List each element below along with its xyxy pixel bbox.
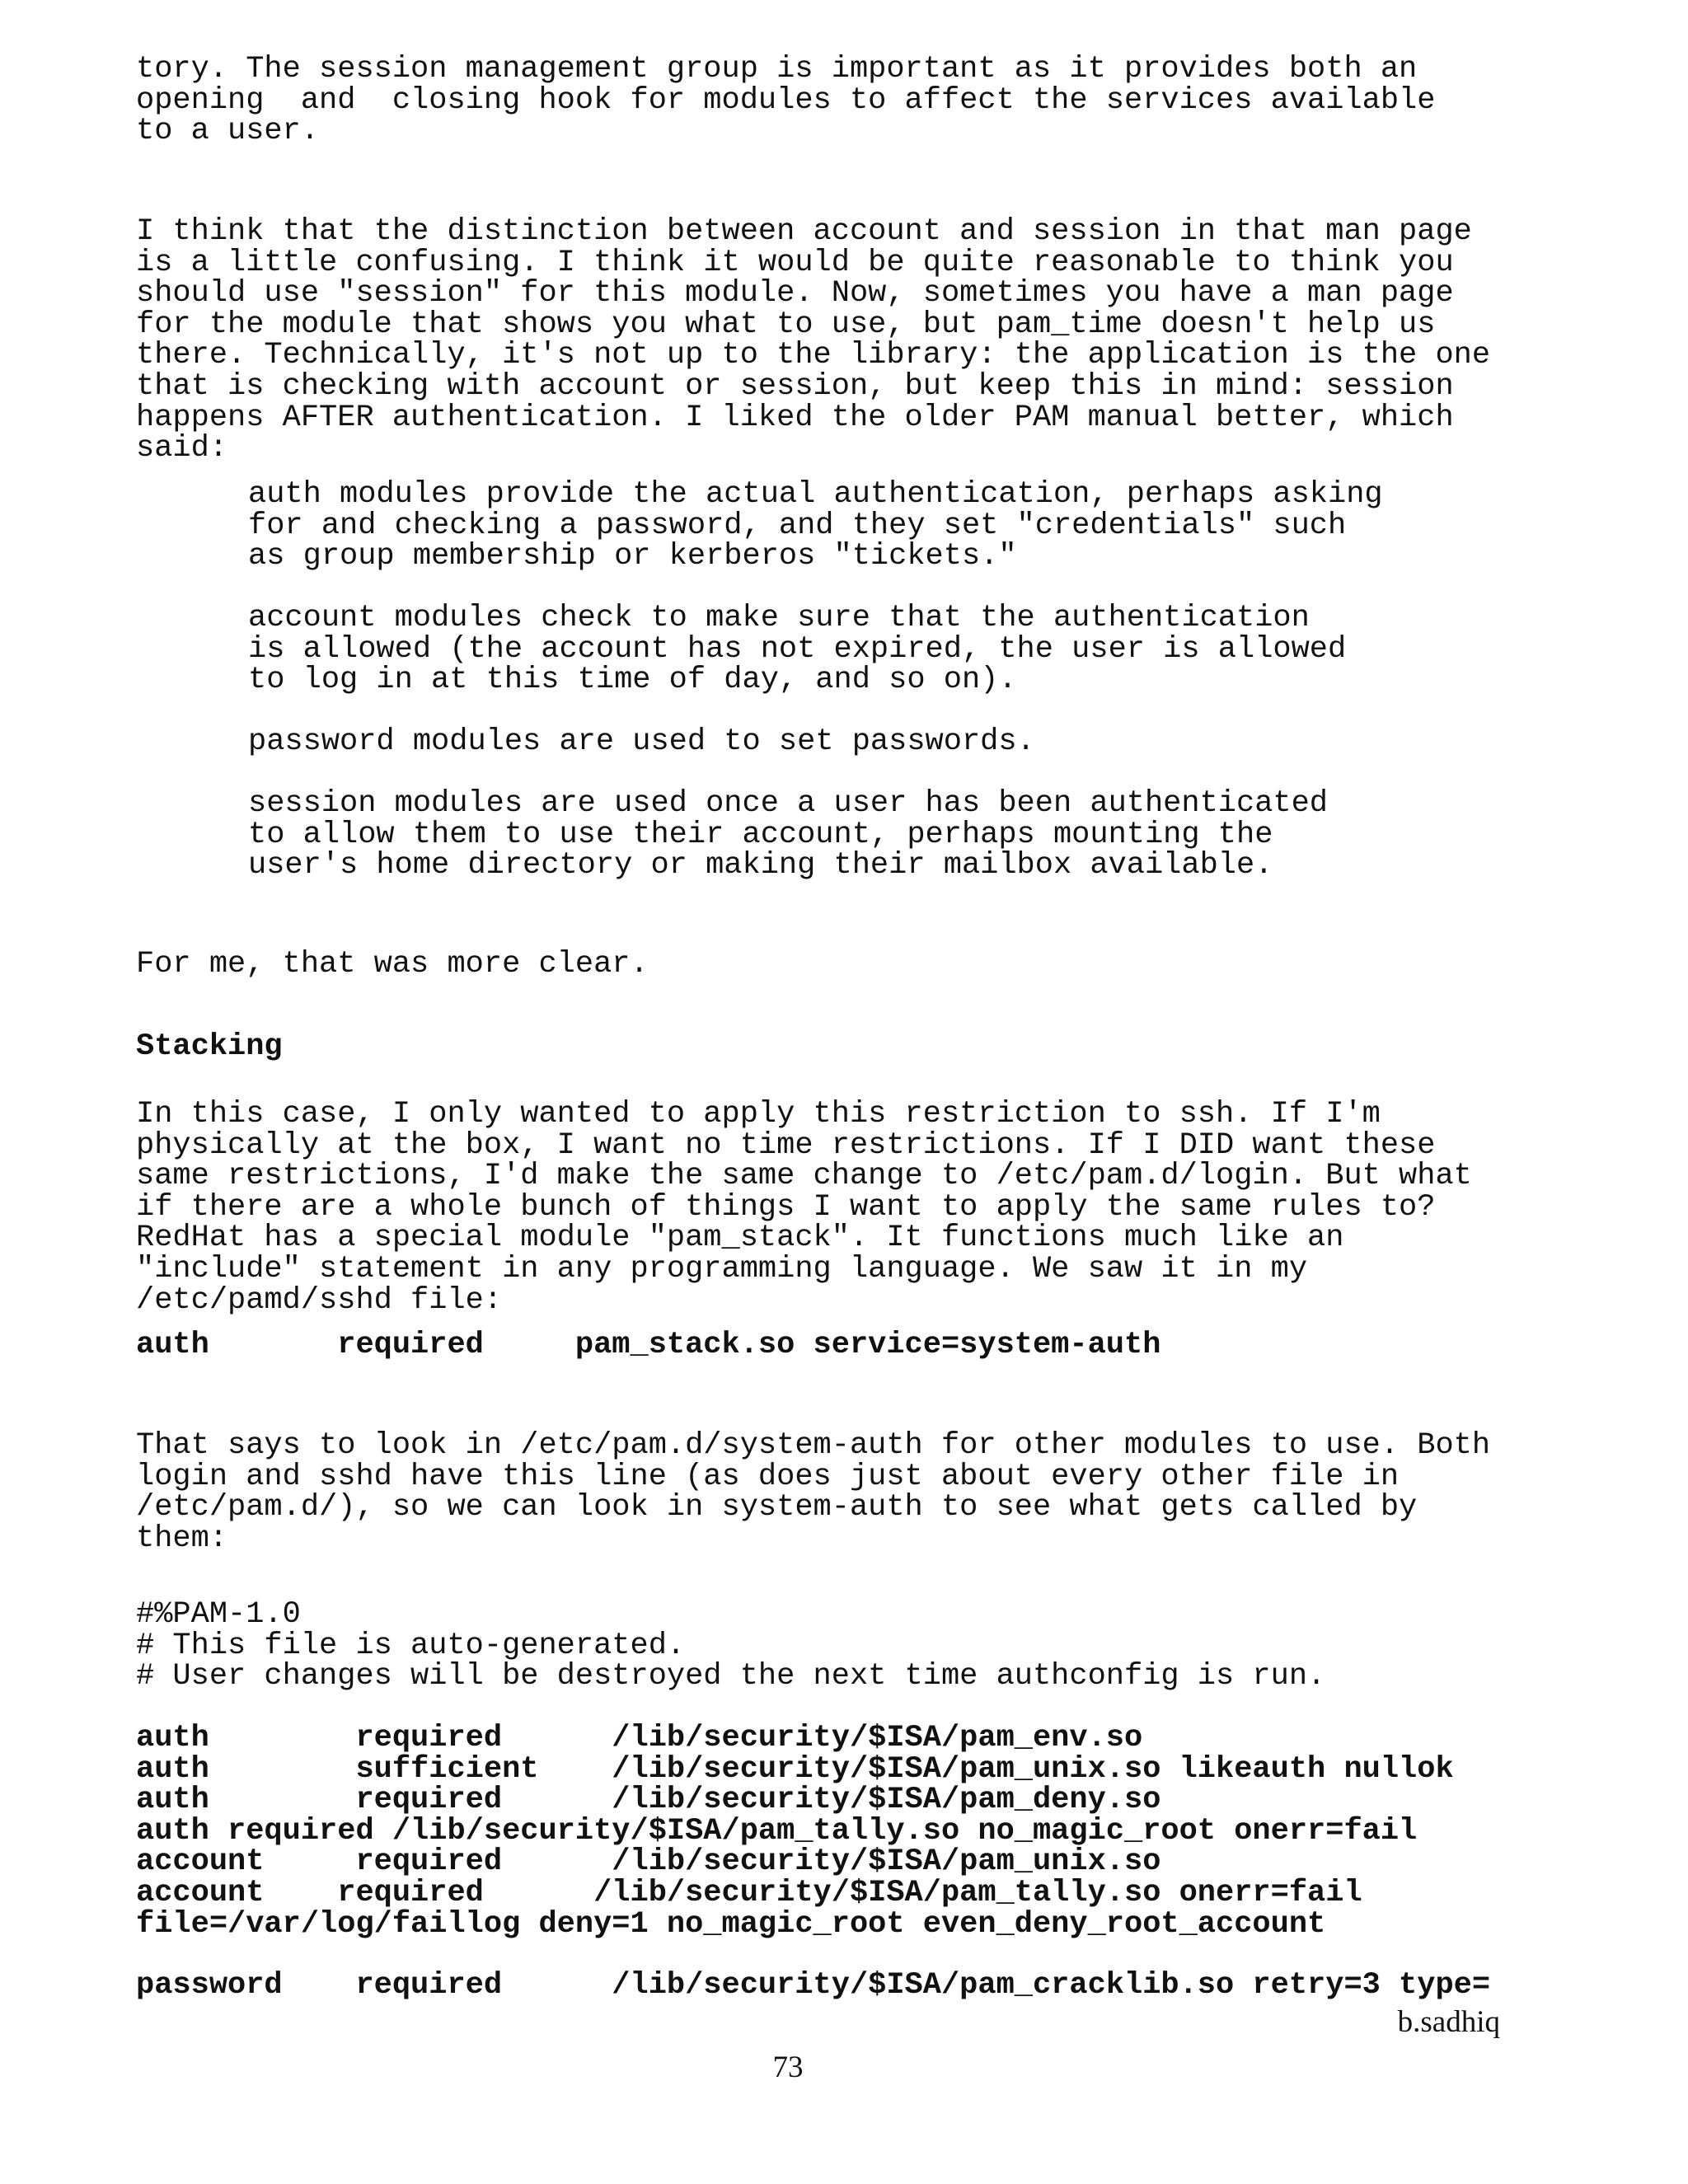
clear-paragraph: For me, that was more clear.	[136, 947, 649, 982]
page-number: 73	[772, 2050, 804, 2084]
config-header-comments: #%PAM-1.0 # This file is auto-generated. # User changes will be destroyed the next time authconfig is run.	[136, 1597, 1326, 1694]
system-auth-intro-paragraph: That says to look in /etc/pam.d/system-auth for other modules to use. Both login and sshd have this line (as does just about every other file in /etc/pam.d/), so we can look in system-auth to see what gets called by them:	[136, 1428, 1491, 1556]
quote-auth-modules: auth modules provide the actual authentication, perhaps asking for and checking a password, and they set "credentials" such as group membership or kerberos "tickets."	[248, 477, 1383, 574]
pam-stack-line: auth required pam_stack.so service=system-auth	[136, 1328, 1161, 1362]
stacking-heading: Stacking	[136, 1029, 283, 1064]
quote-password-modules: password modules are used to set passwords.	[248, 724, 1035, 759]
distinction-paragraph: I think that the distinction between account and session in that man page is a little confusing. I think it would be quite reasonable to think you should use "session" for this module. Now, sometimes you have a man page for the module that shows you what to use, but pam_time doesn't help us there. Technically, it's not up to the library: the application is the one that is checking with account or session, but keep this in mind: session happens AFTER authentication. I liked the older PAM manual better, which said:	[136, 214, 1491, 466]
config-password-line: password required /lib/security/$ISA/pam_cracklib.so retry=3 type=	[136, 1968, 1491, 2003]
continuation-paragraph: tory. The session management group is important as it provides both an opening and closing hook for modules to affect the services available to a user.	[136, 52, 1436, 149]
stacking-intro-paragraph: In this case, I only wanted to apply this restriction to ssh. If I'm physically at the box, I want no time restrictions. If I DID want these same restrictions, I'd make the same change to /etc/pam.d/login. But what if there are a whole bunch of things I want to apply the same rules to? RedHat has a special module "pam_stack". It functions much like an "include" statement in any programming language. We saw it in my /etc/pamd/sshd file:	[136, 1097, 1472, 1318]
footer-author: b.sadhiq	[1397, 2005, 1500, 2039]
quote-session-modules: session modules are used once a user has been authenticated to allow them to use their account, perhaps mounting the user's home directory or making their mailbox available.	[248, 786, 1329, 883]
config-auth-account-lines: auth required /lib/security/$ISA/pam_env.so auth sufficient /lib/security/$ISA/pam_unix.so likeauth nullok auth required /lib/security/$ISA/pam_deny.so auth required /lib/security/$ISA/pam_tally.so no_magic_root onerr=fail account required /lib/security/$ISA/pam_unix.so account required /lib/security/$ISA/pam_tally.so onerr=fail file=/var/log/faillog deny=1 no_magic_root even_deny_root_account	[136, 1721, 1454, 1942]
quote-account-modules: account modules check to make sure that the authentication is allowed (the account has not expired, the user is allowed to log in at this time of day, and so on).	[248, 601, 1347, 698]
